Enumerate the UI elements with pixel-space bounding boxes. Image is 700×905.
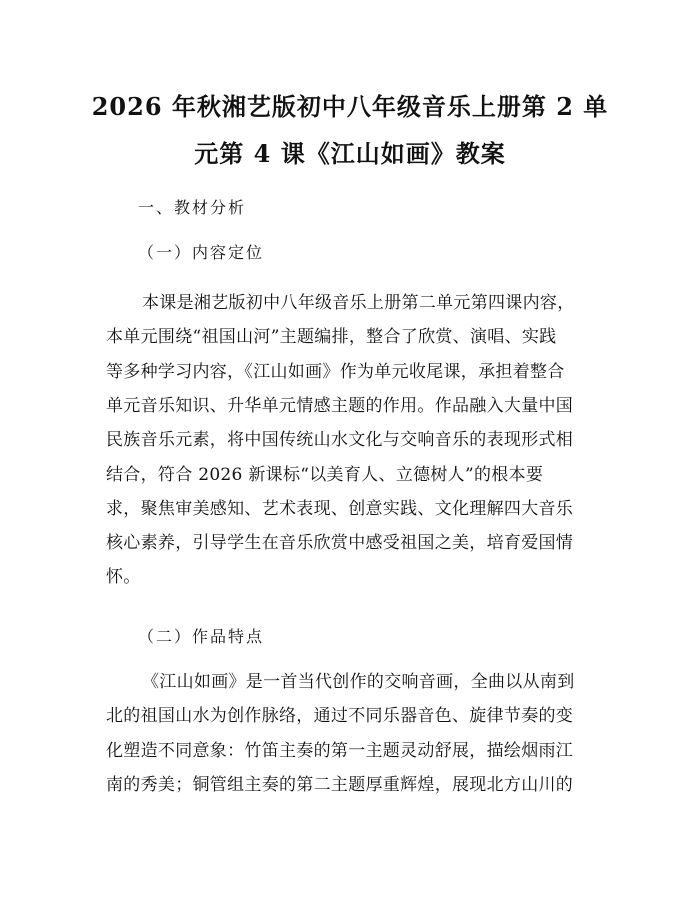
document-title-line-1: 2026 年秋湘艺版初中八年级音乐上册第 2 单 — [91, 92, 609, 121]
paragraph-line: 南的秀美；铜管组主奏的第二主题厚重辉煌，展现北方山川的 — [106, 774, 574, 795]
paragraph-line: 本单元围绕“祖国山河”主题编排，整合了欣赏、演唱、实践 — [106, 327, 557, 348]
paragraph-line: 结合，符合 2026 新课标“以美育人、立德树人”的根本要 — [106, 464, 544, 485]
paragraph-line: 化塑造不同意象：竹笛主奏的第一主题灵动舒展，描绘烟雨江 — [106, 740, 574, 761]
subsection-heading-content-positioning: （一）内容定位 — [138, 243, 265, 262]
paragraph-line: 核心素养，引导学生在音乐欣赏中感受祖国之美，培育爱国情 — [106, 533, 574, 554]
paragraph-line: 单元音乐知识、升华单元情感主题的作用。作品融入大量中国 — [106, 395, 574, 416]
document-title-line-2: 元第 4 课《江山如画》教案 — [194, 139, 506, 168]
paragraph-line: 北的祖国山水为创作脉络，通过不同乐器音色、旋律节奏的变 — [106, 706, 574, 727]
paragraph-line: 本课是湘艺版初中八年级音乐上册第二单元第四课内容， — [142, 293, 575, 313]
paragraph-line: 《江山如画》是一首当代创作的交响音画，全曲以从南到 — [142, 672, 575, 692]
paragraph-line: 求，聚焦审美感知、艺术表现、创意实践、文化理解四大音乐 — [106, 498, 574, 519]
paragraph-line: 民族音乐元素，将中国传统山水文化与交响音乐的表现形式相 — [106, 430, 574, 451]
subsection-heading-work-features: （二）作品特点 — [138, 627, 265, 646]
section-heading-teaching-material-analysis: 一、教材分析 — [138, 198, 247, 217]
paragraph-line: 怀。 — [106, 567, 141, 588]
paragraph-line: 等多种学习内容，《江山如画》作为单元收尾课，承担着整合 — [106, 361, 565, 382]
